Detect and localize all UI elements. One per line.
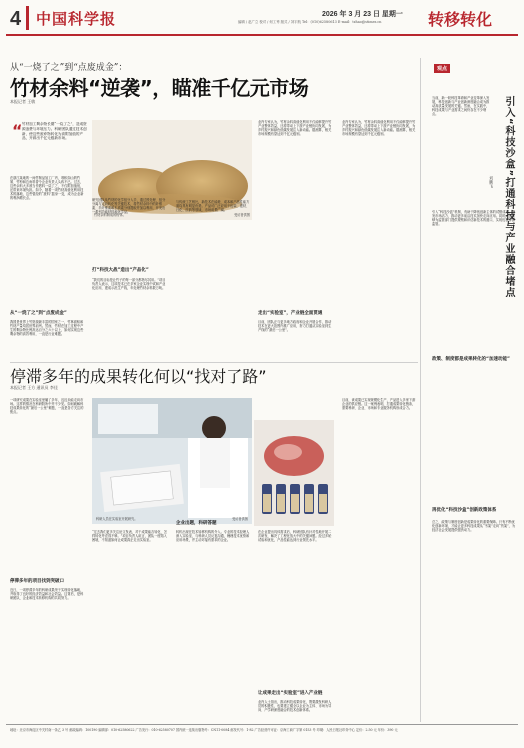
header-accent-bar [26,6,29,30]
section-divider [10,362,418,363]
product-vials-photo [254,420,334,526]
photo1-credit: 受访者供图 [234,213,250,217]
sidebar-author: 刘鹏飞 [489,176,494,188]
article1-paragraph: 在浙江某地的一间竹制品加工厂内，堆积如山的竹屑、竹粉和边角料曾令企业负责人头疼不已。过去，这些余料大多被当作燃料一烧了之，不仅附加值低，还带来环境负担。如今，随着一项竹材高值化利用技术的落地，这些曾经的“废料”摇身一变，成为企业新的利润增长点。 [10,176,84,200]
sidebar-paragraph: 引入“科技沙盒”机制，有助于降低创新主体的试错成本，激发市场活力，推动更多前沿技术加快走向应用。同时，也能够为监管部门提供观察和评估新技术的窗口，实现包容审慎监管。 [432,210,515,226]
newspaper-logo: 中国科学报 [36,10,117,28]
article1-paragraph: 目前，团队正与更多地方政府和企业开展合作，推动技术在更大范围内推广应用，努力打通从实验室到生产线的“最后一公里”。 [258,320,332,332]
article2-paragraph: 转机出现在技术转移机构的介入。专业的技术经理人深入实验室，与科研人员反复沟通，梳理技术优势和应用场景，并主动对接有需求的企业。 [176,530,250,542]
photo2-credit: 受访者供图 [232,517,248,521]
article2-subhead: 企业出题，科研答题 [176,521,217,526]
photo2-caption: 科研人员在实验室开展研究。 [96,517,138,521]
column-divider [420,58,421,722]
page-number: 4 [10,8,22,30]
article2-paragraph: 在企业提出具体需求后，科研团队有针对性地开展二次研发，解决了工程化放大中的关键问题。经过多轮试验和优化，产品性能达到行业领先水平。 [258,530,332,542]
article2-title: 停滞多年的成果转化何以“找对了路” [10,367,267,386]
article1-subhead: 从“一烧了之”到“点废成金” [10,311,67,316]
article1-paragraph: 研究团队从竹材的化学组分入手，通过预处理、组分分离与定向转化等关键技术，将竹材余料中的纤维素、半纤维素和木质素分别提取并加以利用，开发出一系列功能材料和化学品。 [92,198,166,214]
article1-title: 竹材余料“逆袭”，瞄准千亿元市场 [10,76,309,100]
photo1-caption: 竹材余料制成的粉体。 [94,213,126,217]
article2-paragraph: 目前，该成果已实现规模化生产，产品进入多家下游企业的供应链。这一案例表明，打通成果转化链条，需要科研、企业、市场和专业服务机构形成合力。 [342,398,416,410]
sidebar-subhead: 再优化“科技沙盒”创新政策体系 [432,508,497,513]
article2-subhead: 让成果走出“实验室”进入产业链 [258,691,323,696]
issue-date: 2026 年 3 月 23 日 星期一 [322,11,403,18]
sidebar-subhead: 政策、制度都是成果转化的“加速动能” [432,357,510,362]
article1-subhead: 打“科技大战”造出“产品化” [92,268,149,273]
article1-paragraph: 与传统工艺相比，新技术在能耗、成本和产品性能方面均具有明显优势。产品可广泛应用于包装、建材、日化、医药等领域，市场前景广阔。 [176,200,250,212]
header-rule [6,34,518,36]
sidebar-paragraph: 当前，新一轮科技革命和产业变革深入发展，科技创新与产业创新深度融合成为推动高质量发展的关键。然而，在实践中，科技成果与产业需求之间仍存在不少堵点。 [432,96,490,116]
editor-credits: 编辑 / 赵广立 校对 / 何工秀 版式 / 刘宇航 Tel：(010)62580613 E-mail：tzhao@stimes.cn [238,20,382,24]
article2-paragraph: 一项研究成果在实验室里躺了多年，迟迟未能走向市场。这样的情况在科研院所中并不少见。如何破解科技成果转化的“最后一公里”难题，一直是各方关注的焦点。 [10,398,84,414]
section-title: 转移转化 [428,12,493,29]
article1-subhead: 走出“实验室”，产业链全面贯通 [258,311,323,316]
sidebar-label: 观点 [434,64,450,73]
article1-paragraph: 业内专家认为，竹材余料高值化利用不仅能够提升竹产业整体效益，还将带动上下游产业链协同发展，为乡村振兴和绿色低碳发展注入新动能。据测算，相关市场规模有望达到千亿元级别。 [258,120,332,136]
article2-paragraph: “过去我们更多关注论文发表，对于成果能否转化、怎样转化考虑得不够。”项目负责人坦言，团队一度陷入困境，不知道如何让成果真正走出实验室。 [92,530,167,542]
article2-paragraph: 近日，一项停滞多年的科研成果终于实现转化落地，并取得了良好的经济效益和社会效益。这背后，是科研团队、企业和技术转移机构的共同努力。 [10,588,84,600]
quote-icon: “ [12,121,23,140]
article1-byline: 本报记者 王敏 [10,99,36,104]
article2-subhead: 停滞多年的项目找到突破口 [10,579,64,584]
article1-paragraph: 我国是世界上竹资源最丰富的国家之一，竹林面积和竹材产量均居世界前列。然而，竹材在加工过程中产生的剩余物比例高达百分之六十以上，如何实现这些剩余物的高效利用，一直是行业难题。 [10,320,84,336]
article1-kicker: 从“一烧了之”到“点废成金”： [10,63,128,73]
footer-rule [6,724,518,725]
article1-paragraph: 业内专家认为，竹材余料高值化利用不仅能够提升竹产业整体效益，还将带动上下游产业链协同发展，为乡村振兴和绿色低碳发展注入新动能。据测算，相关市场规模有望达到千亿元级别。 [342,120,416,136]
lab-photo [92,398,252,524]
footer-info: 地址：北京市海淀区中关村南一条乙 3 号 邮政编码：100190 编辑部：010-62580622 广告发行：010-62580707 国内统一连续出版物号：CN11-0084 邮发代号：1-82 广告经营许可证：京海工商广字第 0153 号 印刷：人民日报社印务中心 定价：2.50 元 年价：390 元 [10,728,398,732]
article1-callout: 竹材加工剩余物长期“一烧了之”，造成资源浪费与环境压力。科研团队通过技术创新，使这些废弃物转化为高附加值的产品，开辟出千亿元级新市场。 [22,122,87,141]
article1-paragraph: “我们的目标是让竹子的每一部分都物尽其用。”项目负责人表示，这项技术已在多家企业实现中试和产业化应用，建成示范生产线，年处理竹材余料数万吨。 [92,278,166,290]
sidebar-title: 引入“科技沙盒”打通科技与产业融合堵点 [503,96,514,299]
article2-byline: 本报记者 王方 通讯员 李佳 [10,385,58,390]
article2-paragraph: 业内人士指出，推动科技成果转化，既要激发科研人员的积极性，也要建立健全以企业为主体、市场为导向、产学研深度融合的技术创新体系。 [258,700,332,712]
sidebar-paragraph: 总之，政策与制度创新是成果转化的重要保障。只有不断优化创新环境，才能让更多科技成果从“书架”走向“货架”，为经济社会发展提供强劲动力。 [432,520,516,532]
